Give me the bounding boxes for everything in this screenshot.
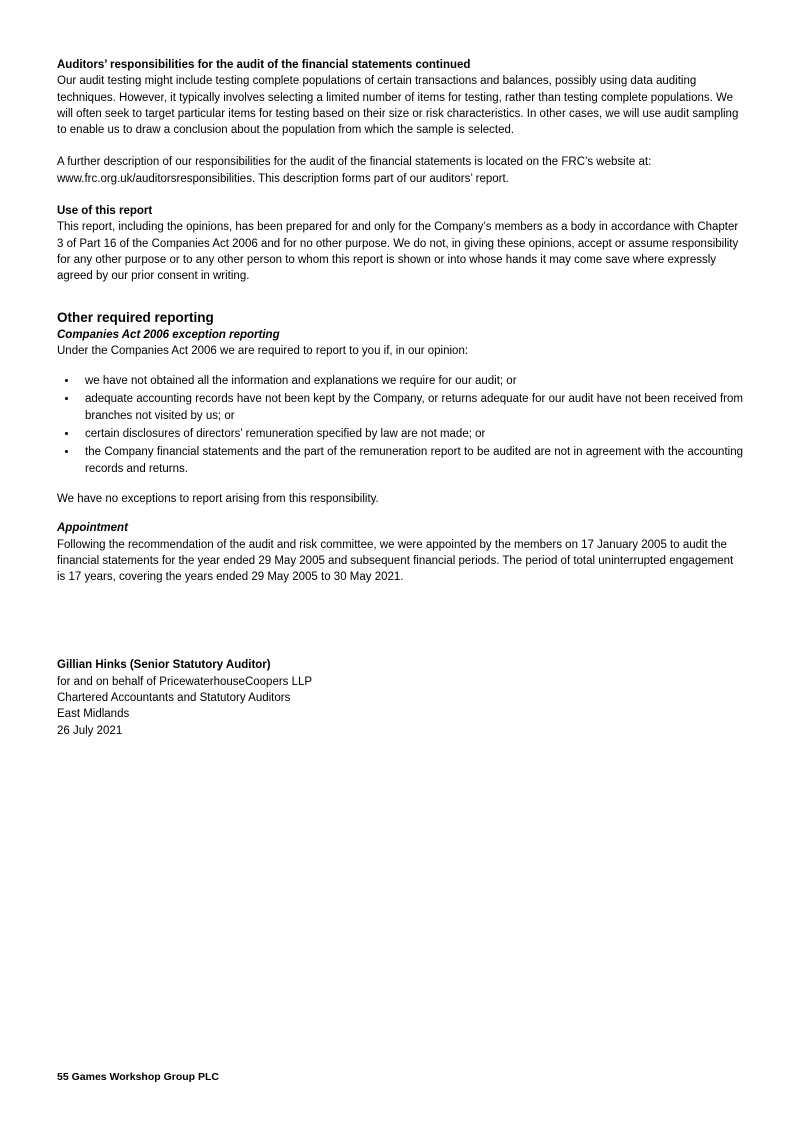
section-use-of-report [57,203,743,284]
responsibilities-heading: Auditors’ responsibilities for the audit of the financial statements continued [57,59,471,71]
section-other-required-reporting [57,309,743,508]
use-of-report-paragraph: This report, including the opinions, has been prepared for and only for the Company’s members as a body in accordance with Chapter 3 of Part 16 of the Companies Act 2006 and for no other purpose. We do not, in giving these opinions, accept or assume responsibility for any other purpose or to any other person to whom this report is shown or into whose hands it may come save where expressly agreed by our prior consent in writing. [57,221,739,283]
other-reporting-heading: Other required reporting [57,309,214,325]
signature-date: 26 July 2021 [57,724,123,737]
appointment-heading: Appointment [57,522,128,535]
companies-act-intro: Under the Companies Act 2006 we are required to report to you if, in our opinion: [57,344,469,357]
section-auditors-responsibilities [57,57,743,138]
no-exceptions-statement: We have no exceptions to report arising from this responsibility. [57,492,379,505]
signature-location: East Midlands [57,708,130,721]
bullet-item: • we have not obtained all the information and explanations we require for our audit; or [78,373,743,389]
responsibilities-paragraph-1: Our audit testing might include testing complete populations of certain transactions and balances, possibly using data auditing techniques. However, it typically involves selecting a limited number of items for testing, rather than testing complete populations. We will often seek to target particular items for testing based on their size or risk characteristics. In other cases, we will use audit sampling to enable us to draw a conclusion about the population from which the sample is selected. [57,75,739,137]
signature-block [57,657,743,738]
signature-on-behalf-of: for and on behalf of PricewaterhouseCoopers LLP [57,675,313,688]
bullet-item: • the Company financial statements and the part of the remuneration report to be audited are not in agreement with the accounting records and returns. [78,444,743,477]
bullet-item: • adequate accounting records have not been kept by the Company, or returns adequate for our audit have not been received from branches not visited by us; or [78,391,743,424]
signature-role: Chartered Accountants and Statutory Auditors [57,692,291,705]
frc-website-note [57,154,743,187]
page-footer: 55 Games Workshop Group PLC [57,1070,220,1083]
use-of-report-heading: Use of this report [57,205,153,218]
signature-name: Gillian Hinks (Senior Statutory Auditor) [57,659,271,672]
spacer [57,507,743,520]
exception-bullet-list [57,373,743,477]
bullet-item: • certain disclosures of directors’ remuneration specified by law are not made; or [78,426,743,442]
appointment-paragraph: Following the recommendation of the audit and risk committee, we were appointed by the members on 17 January 2005 to audit the financial statements for the year ended 29 May 2005 and subsequent financial periods. The period of total uninterrupted engagement is 17 years, covering the years ended 29 May 2005 to 30 May 2021. [57,538,734,584]
spacer [57,601,743,657]
responsibilities-paragraph-2: A further description of our responsibilities for the audit of the financial statements is located on the FRC’s website at: www.frc.org.uk/auditorsresponsibilities. This description forms part of our auditors’ report. [57,156,652,185]
section-appointment [57,520,743,585]
companies-act-subheading: Companies Act 2006 exception reporting [57,328,280,341]
